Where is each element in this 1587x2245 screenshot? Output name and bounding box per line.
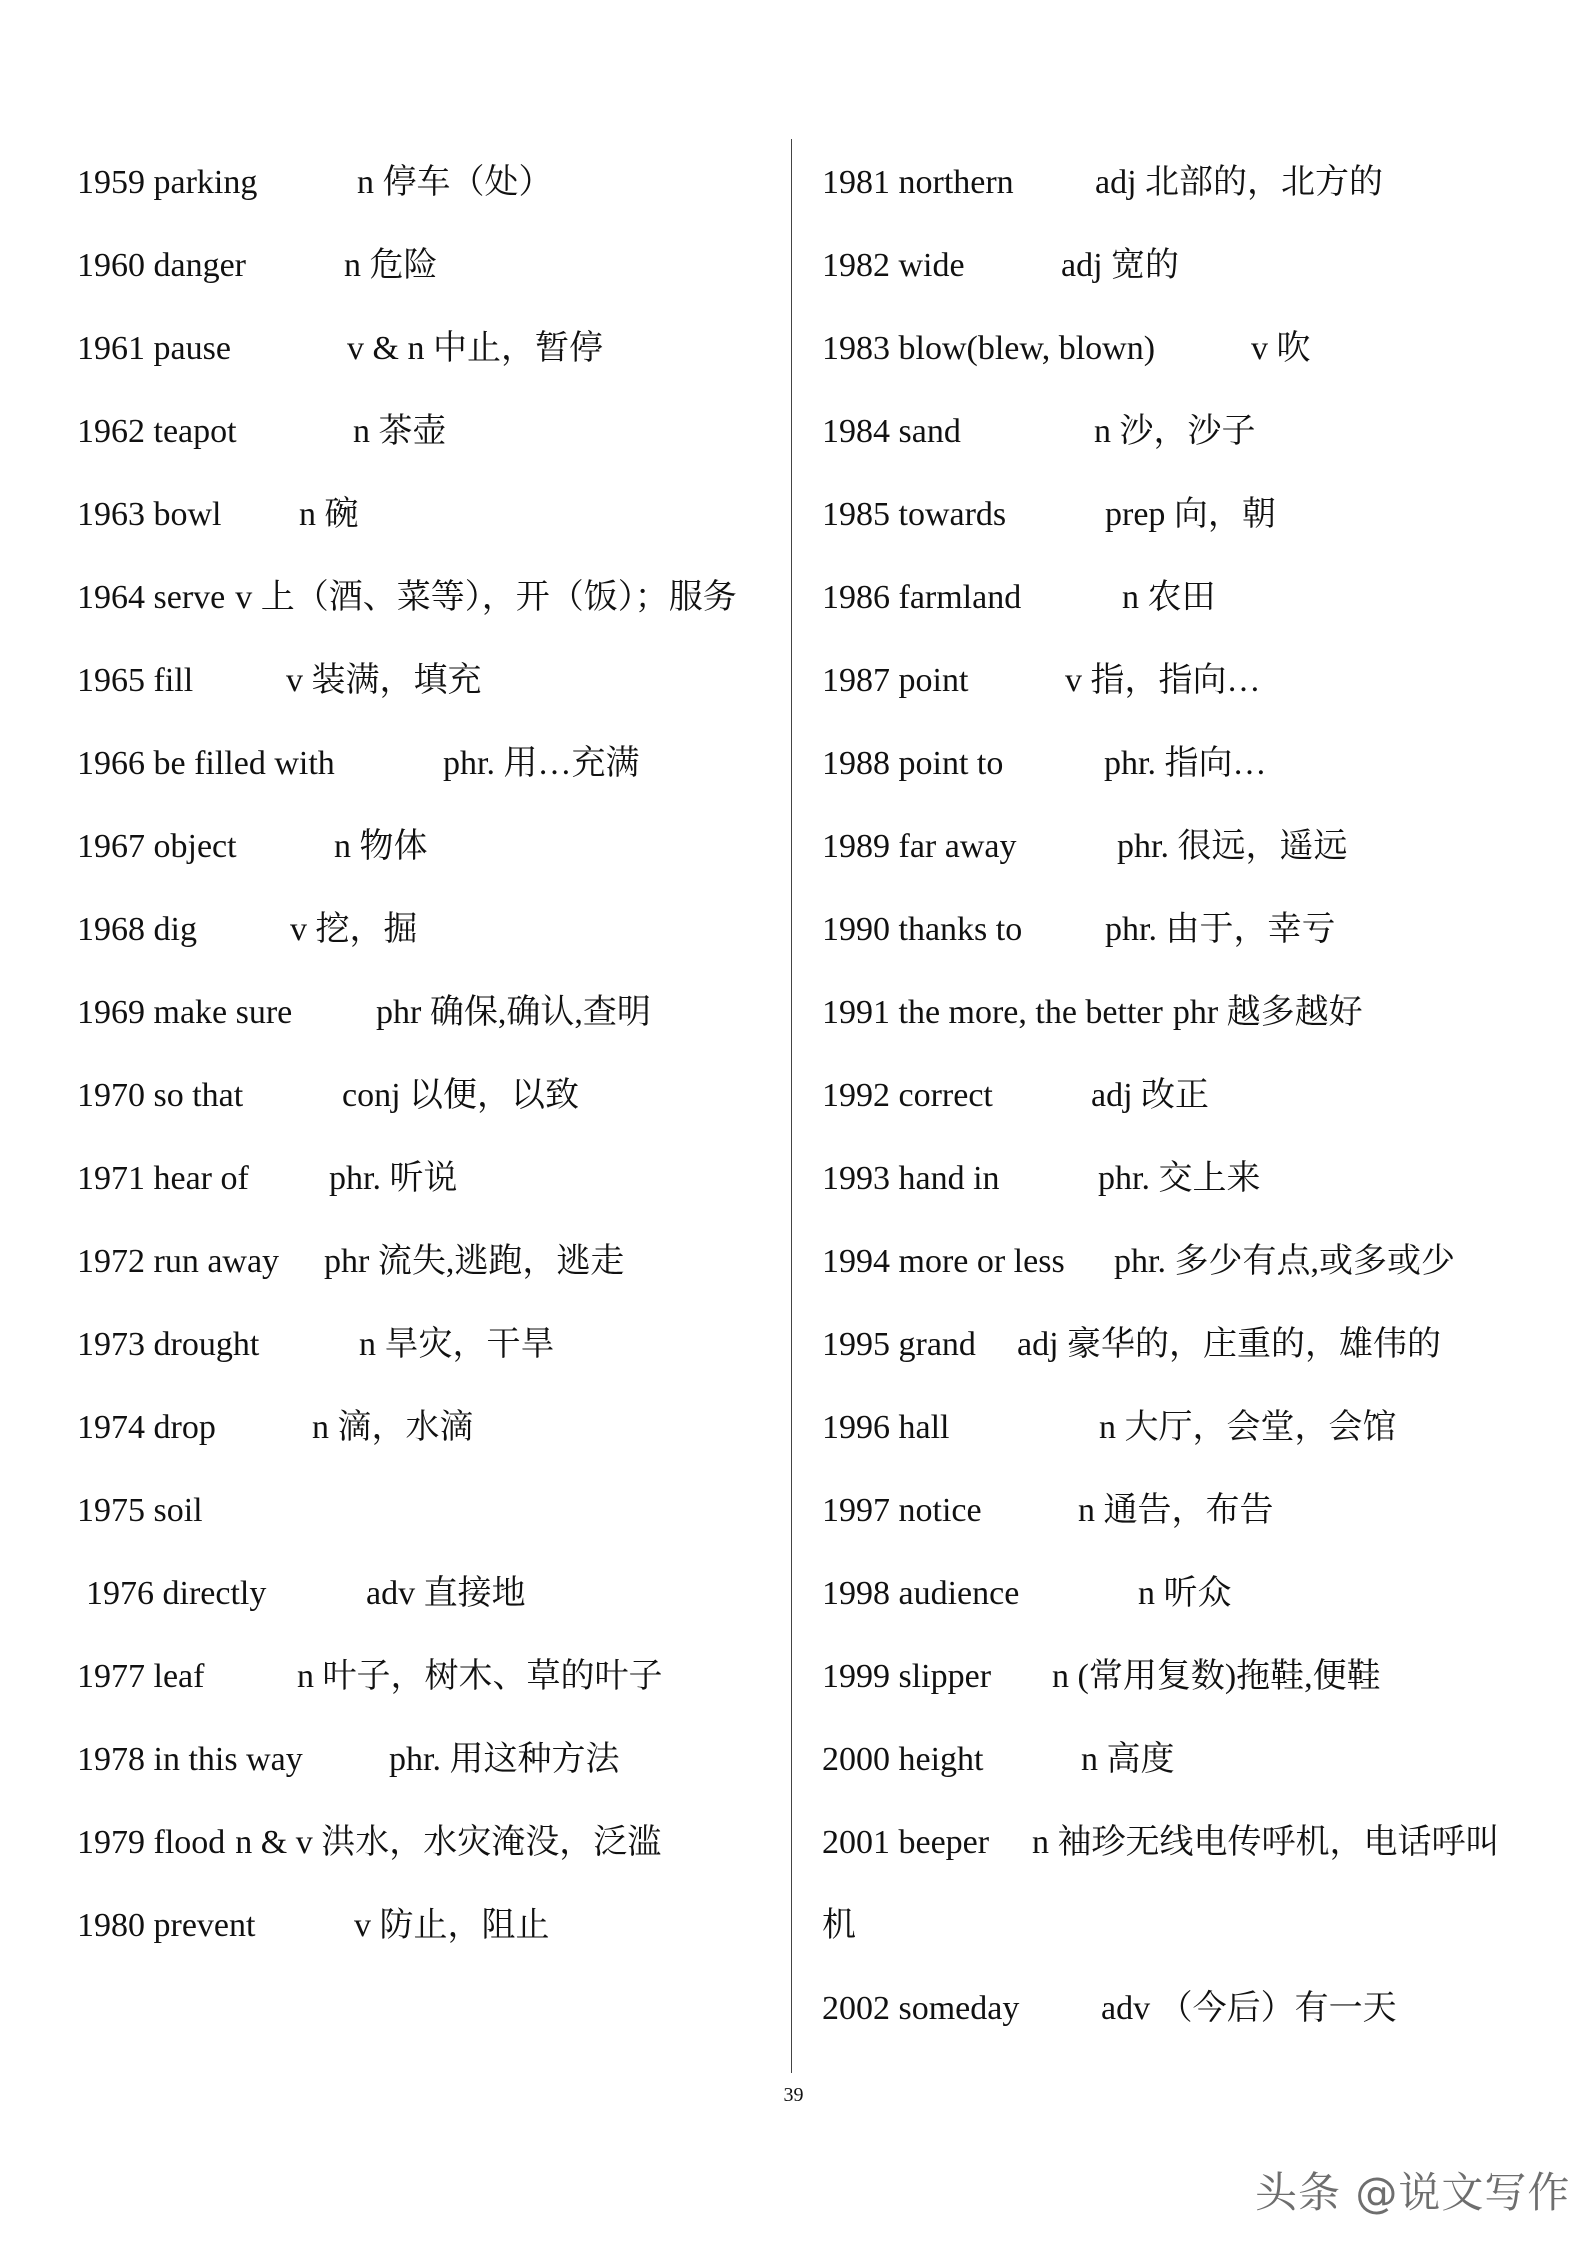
entry-word: 1984 sand (822, 413, 961, 450)
entry-word: 1985 towards (822, 496, 1007, 533)
vocab-entry (822, 1635, 1522, 1718)
vocab-entry (822, 1303, 1522, 1386)
entry-definition: n 滴，水滴 (312, 1409, 474, 1446)
vocab-entry (77, 390, 777, 473)
vocab-entry (77, 473, 777, 556)
entry-word: 1979 flood (77, 1824, 226, 1861)
vocab-entry (77, 1054, 777, 1137)
entry-word: 1969 make sure (77, 994, 293, 1031)
vocab-entry (822, 473, 1522, 556)
entry-definition: phr 确保,确认,查明 (376, 994, 651, 1031)
entry-word: 1968 dig (77, 911, 197, 948)
entry-definition: v 装满，填充 (286, 662, 482, 699)
entry-definition: adv 直接地 (366, 1575, 526, 1612)
entry-definition: n 旱灾，干旱 (359, 1326, 555, 1363)
entry-word: 1990 thanks to (822, 911, 1023, 948)
entry-definition: n & v 洪水，水灾淹没，泛滥 (235, 1824, 662, 1861)
entry-word: 1978 in this way (77, 1741, 303, 1778)
vocab-entry (77, 971, 777, 1054)
entry-definition: n 停车（处） (357, 164, 553, 201)
entry-definition: v 防止，阻止 (354, 1907, 550, 1944)
entry-word: 1975 soil (77, 1492, 203, 1529)
vocab-entry (77, 307, 777, 390)
vocab-entry (822, 1220, 1522, 1303)
vocab-entry (822, 1552, 1522, 1635)
vocab-entry (77, 805, 777, 888)
entry-word: 1994 more or less (822, 1243, 1065, 1280)
entry-definition: adj 宽的 (1061, 247, 1180, 284)
entry-definition: phr. 多少有点,或多或少 (1114, 1243, 1455, 1280)
entry-word: 2001 beeper (822, 1824, 990, 1861)
vocab-entry (822, 1386, 1522, 1469)
entry-word: 1976 directly (86, 1575, 267, 1612)
entry-definition: n 听众 (1138, 1575, 1232, 1612)
vocab-entry (77, 1552, 777, 1635)
vocab-entry (822, 805, 1522, 888)
entry-word: 1987 point (822, 662, 969, 699)
vocab-entry (822, 390, 1522, 473)
entry-word: 1986 farmland (822, 579, 1022, 616)
entry-word: 1995 grand (822, 1326, 976, 1363)
entry-word: 1965 fill (77, 662, 194, 699)
vocab-entry (822, 971, 1522, 1054)
entry-definition: n 叶子，树木、草的叶子 (297, 1658, 663, 1695)
entry-definition: prep 向，朝 (1105, 496, 1276, 533)
entry-definition: adv （今后）有一天 (1101, 1990, 1397, 2027)
vocab-entry (77, 722, 777, 805)
vocab-entry (822, 1967, 1522, 2050)
entry-word: 1983 blow(blew, blown) (822, 330, 1156, 367)
entry-definition: v 挖，掘 (290, 911, 418, 948)
entry-definition: phr. 用…充满 (443, 745, 640, 782)
vocab-entry (77, 556, 777, 639)
entry-definition: adj 改正 (1091, 1077, 1210, 1114)
vocab-entry (77, 1718, 777, 1801)
entry-definition: n 袖珍无线电传呼机，电话呼叫机 (822, 1824, 1500, 1944)
entry-word: 1977 leaf (77, 1658, 205, 1695)
entry-word: 2002 someday (822, 1990, 1020, 2027)
entry-definition: n 通告，布告 (1078, 1492, 1274, 1529)
entry-word: 1964 serve (77, 579, 226, 616)
entry-definition: phr. 听说 (329, 1160, 458, 1197)
entry-word: 1973 drought (77, 1326, 260, 1363)
entry-word: 1961 pause (77, 330, 231, 367)
entry-word: 1999 slipper (822, 1658, 992, 1695)
entry-definition: phr. 用这种方法 (389, 1741, 620, 1778)
vocab-entry (822, 141, 1522, 224)
entry-word: 1998 audience (822, 1575, 1020, 1612)
entry-definition: phr. 指向… (1104, 745, 1267, 782)
vocab-entry (77, 1137, 777, 1220)
entry-definition: n 危险 (344, 247, 438, 284)
vocab-entry (822, 888, 1522, 971)
entry-word: 1971 hear of (77, 1160, 249, 1197)
entry-definition: adj 北部的，北方的 (1095, 164, 1384, 201)
vocab-entry (77, 1884, 777, 1967)
entry-definition: n 沙，沙子 (1094, 413, 1256, 450)
vocab-entry (77, 1220, 777, 1303)
entry-definition: n 物体 (334, 828, 428, 865)
entry-definition: n (常用复数)拖鞋,便鞋 (1052, 1658, 1381, 1695)
vocab-entry (77, 1386, 777, 1469)
vocab-entry (77, 1635, 777, 1718)
entry-word: 1988 point to (822, 745, 1004, 782)
entry-word: 1974 drop (77, 1409, 216, 1446)
entry-definition: phr 越多越好 (1172, 994, 1363, 1031)
entry-word: 1966 be filled with (77, 745, 335, 782)
entry-definition: n 大厅，会堂，会馆 (1099, 1409, 1397, 1446)
entry-definition: phr. 很远，遥远 (1117, 828, 1348, 865)
entry-definition: phr. 由于，幸亏 (1105, 911, 1336, 948)
left-column (77, 141, 777, 1967)
vocab-entry (822, 224, 1522, 307)
entry-definition: n 农田 (1122, 579, 1216, 616)
entry-definition: phr. 交上来 (1098, 1160, 1261, 1197)
entry-definition: adj 豪华的，庄重的，雄伟的 (1017, 1326, 1442, 1363)
entry-word: 1967 object (77, 828, 237, 865)
column-divider (791, 139, 792, 2073)
entry-word: 1982 wide (822, 247, 965, 284)
vocab-entry (822, 1718, 1522, 1801)
entry-definition: v & n 中止，暂停 (347, 330, 603, 367)
vocab-entry (822, 556, 1522, 639)
vocab-entry (822, 1801, 1522, 1967)
vocab-entry (822, 722, 1522, 805)
entry-word: 1963 bowl (77, 496, 222, 533)
entry-definition: n 高度 (1081, 1741, 1175, 1778)
right-column (822, 141, 1522, 2050)
entry-word: 1991 the more, the better (822, 994, 1163, 1031)
entry-word: 1997 notice (822, 1492, 982, 1529)
vocab-entry (77, 224, 777, 307)
vocab-entry (822, 307, 1522, 390)
entry-definition: v 上（酒、菜等），开（饭）；服务 (235, 579, 737, 616)
watermark: 头条 @说文写作 (1255, 2168, 1571, 2217)
entry-definition: n 茶壶 (353, 413, 447, 450)
entry-definition: conj 以便，以致 (342, 1077, 580, 1114)
entry-word: 1980 prevent (77, 1907, 256, 1944)
entry-word: 1992 correct (822, 1077, 993, 1114)
entry-definition: n 碗 (299, 496, 359, 533)
entry-word: 1970 so that (77, 1077, 244, 1114)
vocab-entry (77, 1303, 777, 1386)
entry-word: 1972 run away (77, 1243, 280, 1280)
entry-definition: phr 流失,逃跑，逃走 (324, 1243, 625, 1280)
vocab-entry (77, 1469, 777, 1552)
vocab-entry (77, 639, 777, 722)
entry-word: 1993 hand in (822, 1160, 1000, 1197)
vocab-entry (822, 1137, 1522, 1220)
entry-word: 2000 height (822, 1741, 984, 1778)
entry-word: 1960 danger (77, 247, 247, 284)
entry-word: 1981 northern (822, 164, 1014, 201)
entry-word: 1989 far away (822, 828, 1017, 865)
vocab-entry (77, 1801, 777, 1884)
page-number: 39 (783, 2084, 804, 2106)
vocab-entry (822, 1054, 1522, 1137)
entry-word: 1996 hall (822, 1409, 950, 1446)
vocab-entry (77, 888, 777, 971)
entry-word: 1962 teapot (77, 413, 237, 450)
entry-definition: v 指，指向… (1065, 662, 1261, 699)
entry-word: 1959 parking (77, 164, 258, 201)
vocab-entry (822, 1469, 1522, 1552)
vocab-entry (822, 639, 1522, 722)
vocab-entry (77, 141, 777, 224)
entry-definition: v 吹 (1251, 330, 1311, 367)
